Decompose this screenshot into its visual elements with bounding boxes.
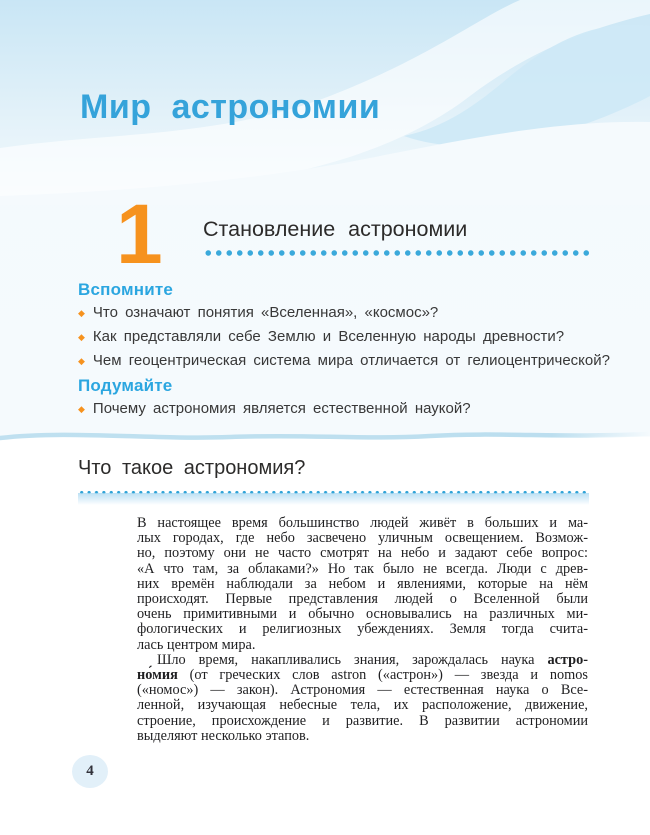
think-question-list (78, 397, 471, 421)
body-text-line: «А что там, за облаками?» Но так было не всегда. Люди с древ- (137, 560, 588, 577)
diamond-bullet-icon: ◆ (78, 308, 85, 318)
body-text-line: но, поэтому они не часто смотрят на небо и задают себе вопрос: (137, 545, 588, 562)
question-text: Как представляли себе Землю и Вселенную народы древности? (92, 328, 565, 345)
section-heading: Что такое астрономия? (78, 457, 306, 479)
body-text-line: ленной, изучающая небесные тела, их расположение, движение, (137, 697, 588, 714)
body-text-line: них времён наблюдали за небом и явлениями, которые на нём (137, 575, 588, 592)
body-text-block (137, 516, 588, 744)
remember-heading: Вспомните (78, 280, 174, 299)
page-number: 4 (86, 763, 94, 779)
diamond-bullet-icon: ◆ (78, 332, 85, 342)
body-text-line: выделяют несколько этапов. (137, 727, 310, 744)
question-text: Что означают понятия «Вселенная», «космос»? (92, 304, 439, 321)
body-text-line: («номос») — закон). Астрономия — естественная наука о Все- (137, 682, 588, 699)
body-text-line: строение, происхождение и развитие. В развитии астрономии (137, 712, 588, 729)
question-item (78, 301, 610, 325)
think-heading: Подумайте (78, 376, 173, 395)
body-text-line: очень примитивными и обычно основывались на различных ми- (137, 606, 588, 623)
body-text-line: фологических и религиозных убеждениях. Земля тогда счита- (137, 621, 588, 638)
part-title: Мир астрономии (80, 88, 381, 126)
body-text-line: происходят. Первые представления людей о Вселенной были (137, 591, 588, 608)
diamond-bullet-icon: ◆ (78, 356, 85, 366)
body-text-line: Шло время, накапливались знания, зарождалась наука астро- (157, 651, 588, 668)
chapter-number: 1 (116, 187, 163, 281)
diamond-bullet-icon: ◆ (78, 404, 85, 414)
section-underline-fade-band (78, 493, 589, 505)
question-text: Почему астрономия является естественной наукой? (92, 400, 471, 417)
body-text-line: В настоящее время большинство людей живёт в больших и ма- (137, 515, 588, 531)
question-item (78, 325, 610, 349)
question-text: Чем геоцентрическая система мира отличается от гелиоцентрической? (92, 352, 610, 369)
question-item (78, 349, 610, 373)
remember-question-list (78, 301, 610, 373)
question-item (78, 397, 471, 421)
body-text-line: лась центром мира. (137, 636, 256, 653)
body-text-line: лых городах, где небо засвечено уличным освещением. Возмож- (137, 530, 588, 547)
chapter-title: Становление астрономии (203, 217, 468, 241)
page-number-badge (72, 755, 108, 788)
chapter-underline-dots (203, 249, 591, 257)
wave-divider (0, 426, 650, 446)
body-text-line: но́мия (от греческих слов astron («астрон») — звезда и nomos (137, 667, 588, 684)
